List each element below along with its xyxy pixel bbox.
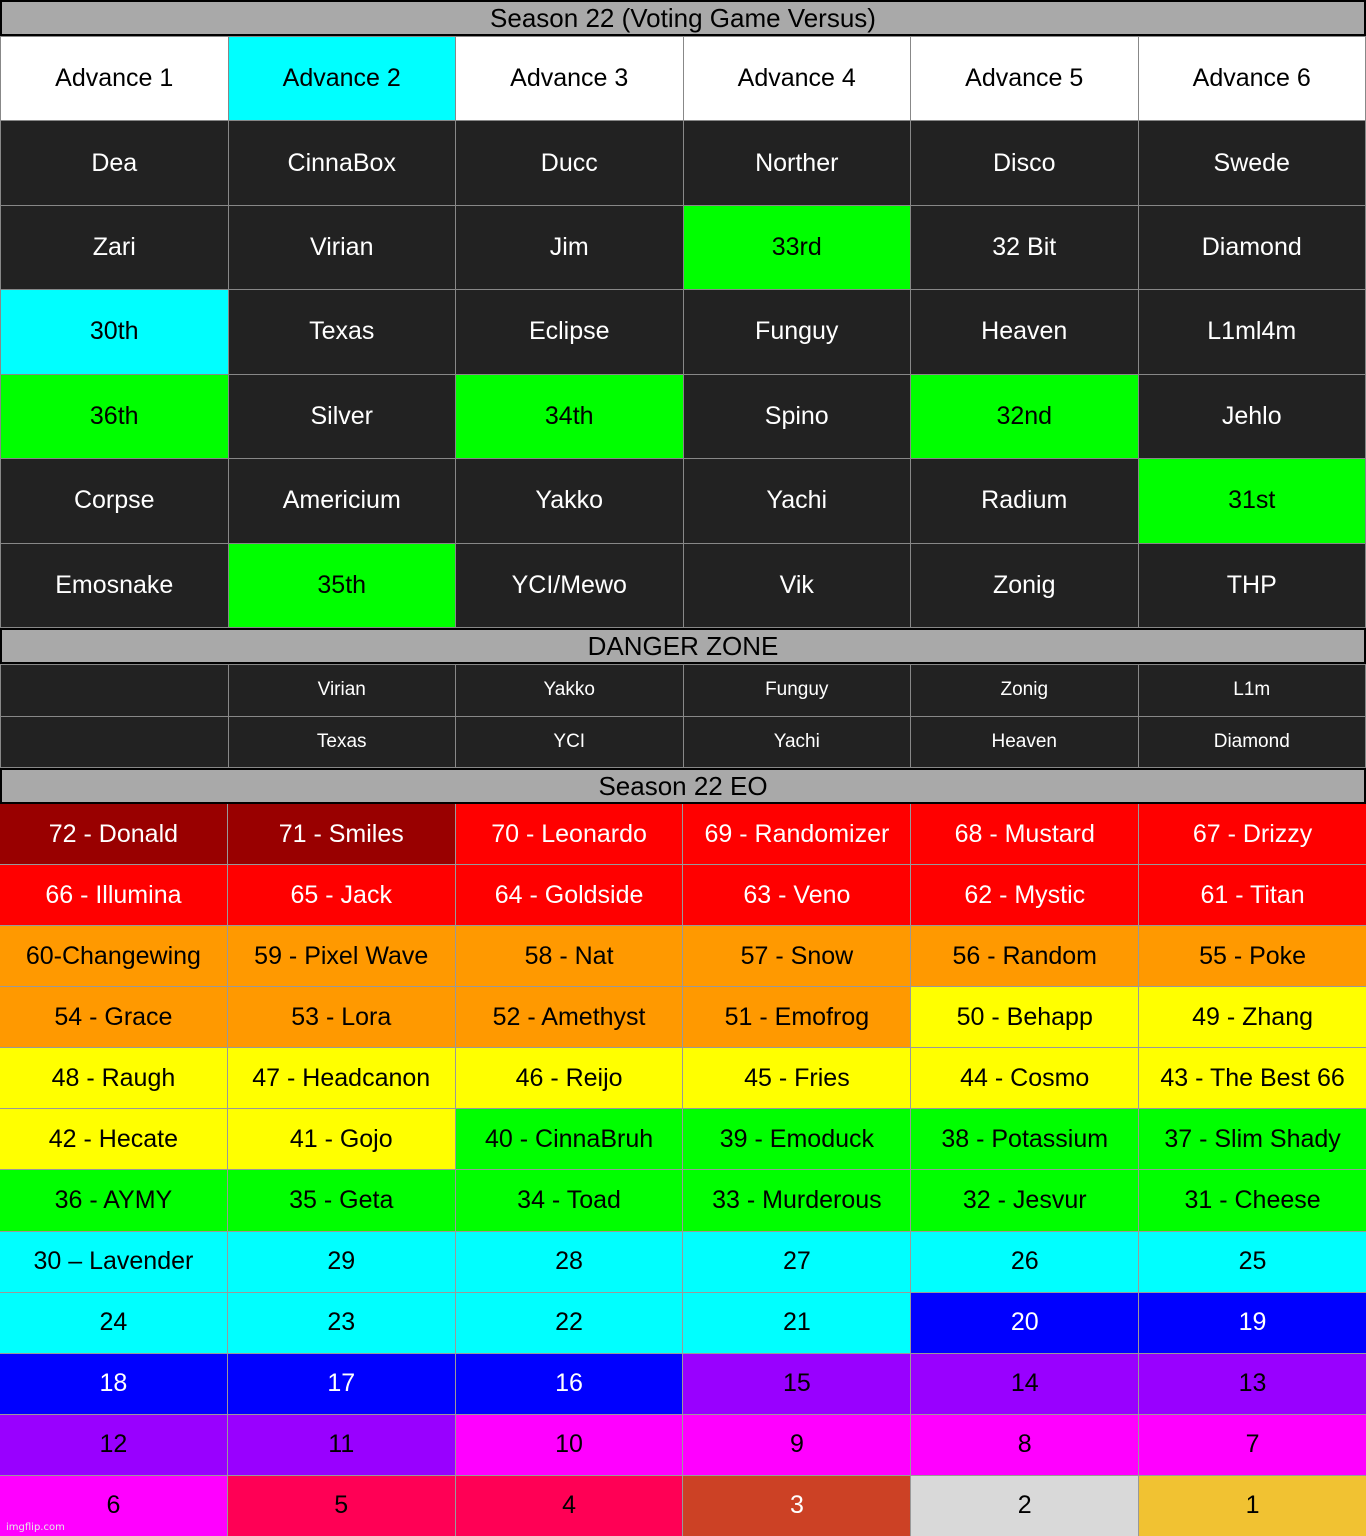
advance-cell: L1ml4m (1139, 290, 1366, 373)
advance-cell: Emosnake (1, 544, 228, 627)
danger-cell: Yachi (684, 717, 911, 768)
eo-cell: 71 - Smiles (228, 804, 455, 864)
eo-cell: 58 - Nat (456, 926, 683, 986)
watermark: imgflip.com (6, 1522, 65, 1533)
eo-cell: 67 - Drizzy (1139, 804, 1366, 864)
danger-cell: Heaven (911, 717, 1138, 768)
eo-cell: 69 - Randomizer (683, 804, 910, 864)
eo-cell: 41 - Gojo (228, 1109, 455, 1169)
eo-cell: 22 (456, 1293, 683, 1353)
advance-header: Advance 3 (456, 37, 683, 120)
danger-cell: Yakko (456, 665, 683, 716)
eo-cell: 3 (683, 1476, 910, 1536)
eo-cell: 8 (911, 1415, 1138, 1475)
eo-cell: 52 - Amethyst (456, 987, 683, 1047)
advance-cell: Texas (229, 290, 456, 373)
advance-cell: Silver (229, 375, 456, 458)
eo-cell: 50 - Behapp (911, 987, 1138, 1047)
danger-cell: Zonig (911, 665, 1138, 716)
eo-cell: 68 - Mustard (911, 804, 1138, 864)
danger-cell: Diamond (1139, 717, 1366, 768)
advance-cell: Vik (684, 544, 911, 627)
eo-cell: 17 (228, 1354, 455, 1414)
eo-cell: 37 - Slim Shady (1139, 1109, 1366, 1169)
danger-zone-table (0, 664, 1366, 768)
advance-cell: Virian (229, 206, 456, 289)
eo-cell: 29 (228, 1232, 455, 1292)
advance-cell: Zari (1, 206, 228, 289)
eo-cell: 12 (0, 1415, 227, 1475)
advance-cell: Ducc (456, 121, 683, 204)
eo-cell: 46 - Reijo (456, 1048, 683, 1108)
danger-cell (1, 665, 228, 716)
advance-cell: 36th (1, 375, 228, 458)
advance-cell: Corpse (1, 459, 228, 542)
eo-cell: 39 - Emoduck (683, 1109, 910, 1169)
eo-cell: 30 – Lavender (0, 1232, 227, 1292)
eo-cell: 61 - Titan (1139, 865, 1366, 925)
eo-cell: 6 (0, 1476, 227, 1536)
eo-cell: 4 (456, 1476, 683, 1536)
eo-cell: 64 - Goldside (456, 865, 683, 925)
advance-cell: 34th (456, 375, 683, 458)
eo-cell: 11 (228, 1415, 455, 1475)
advance-cell: 30th (1, 290, 228, 373)
eo-cell: 42 - Hecate (0, 1109, 227, 1169)
advance-cell: Funguy (684, 290, 911, 373)
danger-cell: Funguy (684, 665, 911, 716)
eo-cell: 54 - Grace (0, 987, 227, 1047)
danger-cell: L1m (1139, 665, 1366, 716)
advance-table (0, 36, 1366, 628)
danger-zone-title: DANGER ZONE (0, 628, 1366, 664)
eo-cell: 7 (1139, 1415, 1366, 1475)
eo-cell: 2 (911, 1476, 1138, 1536)
eo-cell: 55 - Poke (1139, 926, 1366, 986)
eo-cell: 25 (1139, 1232, 1366, 1292)
eo-cell: 65 - Jack (228, 865, 455, 925)
eo-cell: 16 (456, 1354, 683, 1414)
danger-cell (1, 717, 228, 768)
eo-cell: 28 (456, 1232, 683, 1292)
eo-cell: 27 (683, 1232, 910, 1292)
eo-cell: 49 - Zhang (1139, 987, 1366, 1047)
eo-cell: 5 (228, 1476, 455, 1536)
advance-cell: 31st (1139, 459, 1366, 542)
advance-cell: Diamond (1139, 206, 1366, 289)
advance-cell: Jim (456, 206, 683, 289)
eo-cell: 48 - Raugh (0, 1048, 227, 1108)
advance-cell: Zonig (911, 544, 1138, 627)
eo-cell: 23 (228, 1293, 455, 1353)
eo-cell: 26 (911, 1232, 1138, 1292)
advance-cell: Yakko (456, 459, 683, 542)
advance-cell: Radium (911, 459, 1138, 542)
advance-cell: Yachi (684, 459, 911, 542)
advance-cell: Disco (911, 121, 1138, 204)
eo-cell: 53 - Lora (228, 987, 455, 1047)
eo-cell: 34 - Toad (456, 1170, 683, 1230)
eo-cell: 21 (683, 1293, 910, 1353)
eo-cell: 66 - Illumina (0, 865, 227, 925)
advance-cell: 33rd (684, 206, 911, 289)
eo-cell: 36 - AYMY (0, 1170, 227, 1230)
advance-cell: Jehlo (1139, 375, 1366, 458)
eo-cell: 13 (1139, 1354, 1366, 1414)
eo-cell: 47 - Headcanon (228, 1048, 455, 1108)
advance-cell: 32 Bit (911, 206, 1138, 289)
eo-cell: 33 - Murderous (683, 1170, 910, 1230)
advance-cell: Norther (684, 121, 911, 204)
advance-cell: THP (1139, 544, 1366, 627)
eo-cell: 72 - Donald (0, 804, 227, 864)
advance-cell: Americium (229, 459, 456, 542)
eo-cell: 20 (911, 1293, 1138, 1353)
eo-table (0, 804, 1366, 1536)
advance-title: Season 22 (Voting Game Versus) (0, 0, 1366, 36)
eo-cell: 32 - Jesvur (911, 1170, 1138, 1230)
advance-cell: YCI/Mewo (456, 544, 683, 627)
eo-cell: 14 (911, 1354, 1138, 1414)
eo-cell: 57 - Snow (683, 926, 910, 986)
advance-cell: Spino (684, 375, 911, 458)
advance-cell: 32nd (911, 375, 1138, 458)
advance-header: Advance 1 (1, 37, 228, 120)
eo-cell: 70 - Leonardo (456, 804, 683, 864)
eo-cell: 45 - Fries (683, 1048, 910, 1108)
eo-cell: 9 (683, 1415, 910, 1475)
eo-cell: 10 (456, 1415, 683, 1475)
eo-cell: 44 - Cosmo (911, 1048, 1138, 1108)
eo-cell: 43 - The Best 66 (1139, 1048, 1366, 1108)
eo-cell: 63 - Veno (683, 865, 910, 925)
eo-cell: 60-Changewing (0, 926, 227, 986)
advance-cell: CinnaBox (229, 121, 456, 204)
danger-cell: Texas (229, 717, 456, 768)
eo-cell: 62 - Mystic (911, 865, 1138, 925)
danger-cell: Virian (229, 665, 456, 716)
danger-cell: YCI (456, 717, 683, 768)
eo-cell: 31 - Cheese (1139, 1170, 1366, 1230)
eo-cell: 24 (0, 1293, 227, 1353)
advance-header: Advance 2 (229, 37, 456, 120)
eo-cell: 35 - Geta (228, 1170, 455, 1230)
advance-header: Advance 5 (911, 37, 1138, 120)
eo-cell: 38 - Potassium (911, 1109, 1138, 1169)
eo-cell: 1 (1139, 1476, 1366, 1536)
eo-cell: 19 (1139, 1293, 1366, 1353)
advance-header: Advance 6 (1139, 37, 1366, 120)
eo-cell: 59 - Pixel Wave (228, 926, 455, 986)
eo-cell: 56 - Random (911, 926, 1138, 986)
advance-cell: Dea (1, 121, 228, 204)
eo-cell: 51 - Emofrog (683, 987, 910, 1047)
advance-cell: Eclipse (456, 290, 683, 373)
eo-cell: 40 - CinnaBruh (456, 1109, 683, 1169)
eo-cell: 15 (683, 1354, 910, 1414)
advance-cell: Heaven (911, 290, 1138, 373)
eo-cell: 18 (0, 1354, 227, 1414)
advance-header: Advance 4 (684, 37, 911, 120)
advance-cell: 35th (229, 544, 456, 627)
eo-title: Season 22 EO (0, 768, 1366, 804)
advance-cell: Swede (1139, 121, 1366, 204)
